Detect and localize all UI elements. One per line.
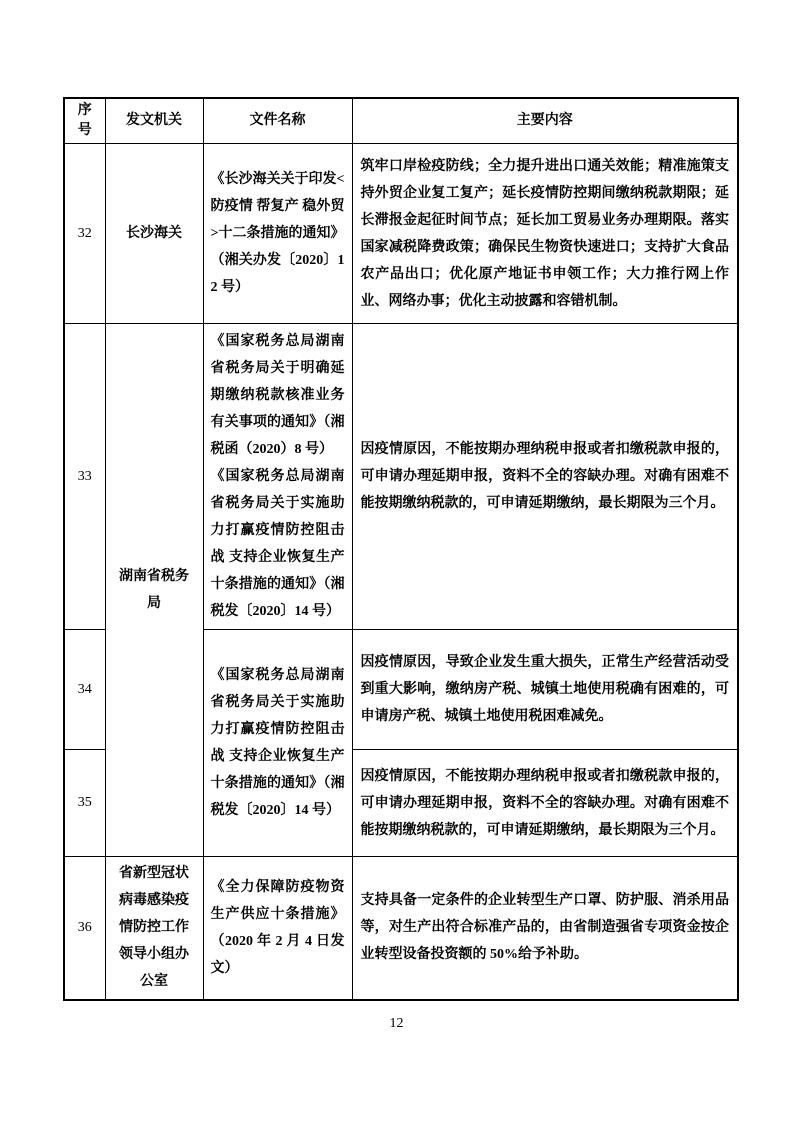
- table-row-36: [64, 857, 738, 1000]
- table-row-32: [64, 144, 738, 324]
- row-35-main-content: 因疫情原因，不能按期办理纳税申报或者扣缴税款申报的，可申请办理延期申报，资料不全的容缺办理。对确有困难不能按期缴纳税款的，可申请延期缴纳，最长期限为三个月。: [352, 750, 738, 857]
- row-34-main-content: 因疫情原因，导致企业发生重大损失，正常生产经营活动受到重大影响，缴纳房产税、城镇土地使用税确有困难的，可申请房产税、城镇土地使用税困难减免。: [352, 630, 738, 750]
- header-col-issuing-agency: 发文机关: [105, 98, 203, 144]
- row-34-serial-number: 34: [64, 630, 105, 750]
- row-36-main-content: 支持具备一定条件的企业转型生产口罩、防护服、消杀用品等，对生产出符合标准产品的，由省制造强省专项资金按企业转型设备投资额的 50%给予补助。: [352, 857, 738, 1000]
- header-col-document-name: 文件名称: [203, 98, 352, 144]
- policy-measures-table: [63, 97, 739, 1001]
- row-33-document-name: [203, 324, 352, 630]
- row-32-serial-number: 32: [64, 144, 105, 324]
- row-32-main-content: 筑牢口岸检疫防线；全力提升进出口通关效能；精准施策支持外贸企业复工复产；延长疫情防控期间缴纳税款期限；延长滞报金起征时间节点；延长加工贸易业务办理期限。落实国家减税降费政策；确保民生物资快速进口；支持扩大食品农产品出口；优化原产地证书申领工作；大力推行网上作业、网络办事；优化主动披露和容错机制。: [352, 144, 738, 324]
- header-col-serial-number-label: 序号: [77, 103, 92, 138]
- page-number: 12: [389, 1016, 404, 1031]
- row-32-document-name: 《长沙海关关于印发<防疫情 帮复产 稳外贸>十二条措施的通知》（湘关办发〔2020〕12 号）: [203, 144, 352, 324]
- row-36-issuing-agency: 省新型冠状病毒感染疫情防控工作领导小组办公室: [105, 857, 203, 1000]
- row-35-serial-number: 35: [64, 750, 105, 857]
- table-row-33: [64, 324, 738, 630]
- row-33-main-content: 因疫情原因，不能按期办理纳税申报或者扣缴税款申报的，可申请办理延期申报，资料不全的容缺办理。对确有困难不能按期缴纳税款的，可申请延期缴纳，最长期限为三个月。: [352, 324, 738, 630]
- header-col-serial-number: [64, 98, 105, 144]
- rows-34-35-document-name: 《国家税务总局湖南省税务局关于实施助力打赢疫情防控阻击战 支持企业恢复生产十条措施的通知》（湘税发〔2020〕14 号）: [203, 630, 352, 857]
- row-36-document-name: 《全力保障防疫物资生产供应十条措施》（2020 年 2 月 4 日发文）: [203, 857, 352, 1000]
- row-33-serial-number: 33: [64, 324, 105, 630]
- row-33-document-name-item-1: 《国家税务总局湖南省税务局关于明确延期缴纳税款核准业务有关事项的通知》（湘税函（2020）8 号）: [210, 334, 345, 457]
- rows-33-35-issuing-agency: 湖南省税务局: [105, 324, 203, 857]
- row-32-issuing-agency: 长沙海关: [105, 144, 203, 324]
- row-33-document-name-item-2: 《国家税务总局湖南省税务局关于实施助力打赢疫情防控阻击战 支持企业恢复生产十条措施的通知》（湘税发〔2020〕14 号）: [210, 469, 345, 619]
- row-36-serial-number: 36: [64, 857, 105, 1000]
- table-header-row: [64, 98, 738, 144]
- header-col-main-content: 主要内容: [352, 98, 738, 144]
